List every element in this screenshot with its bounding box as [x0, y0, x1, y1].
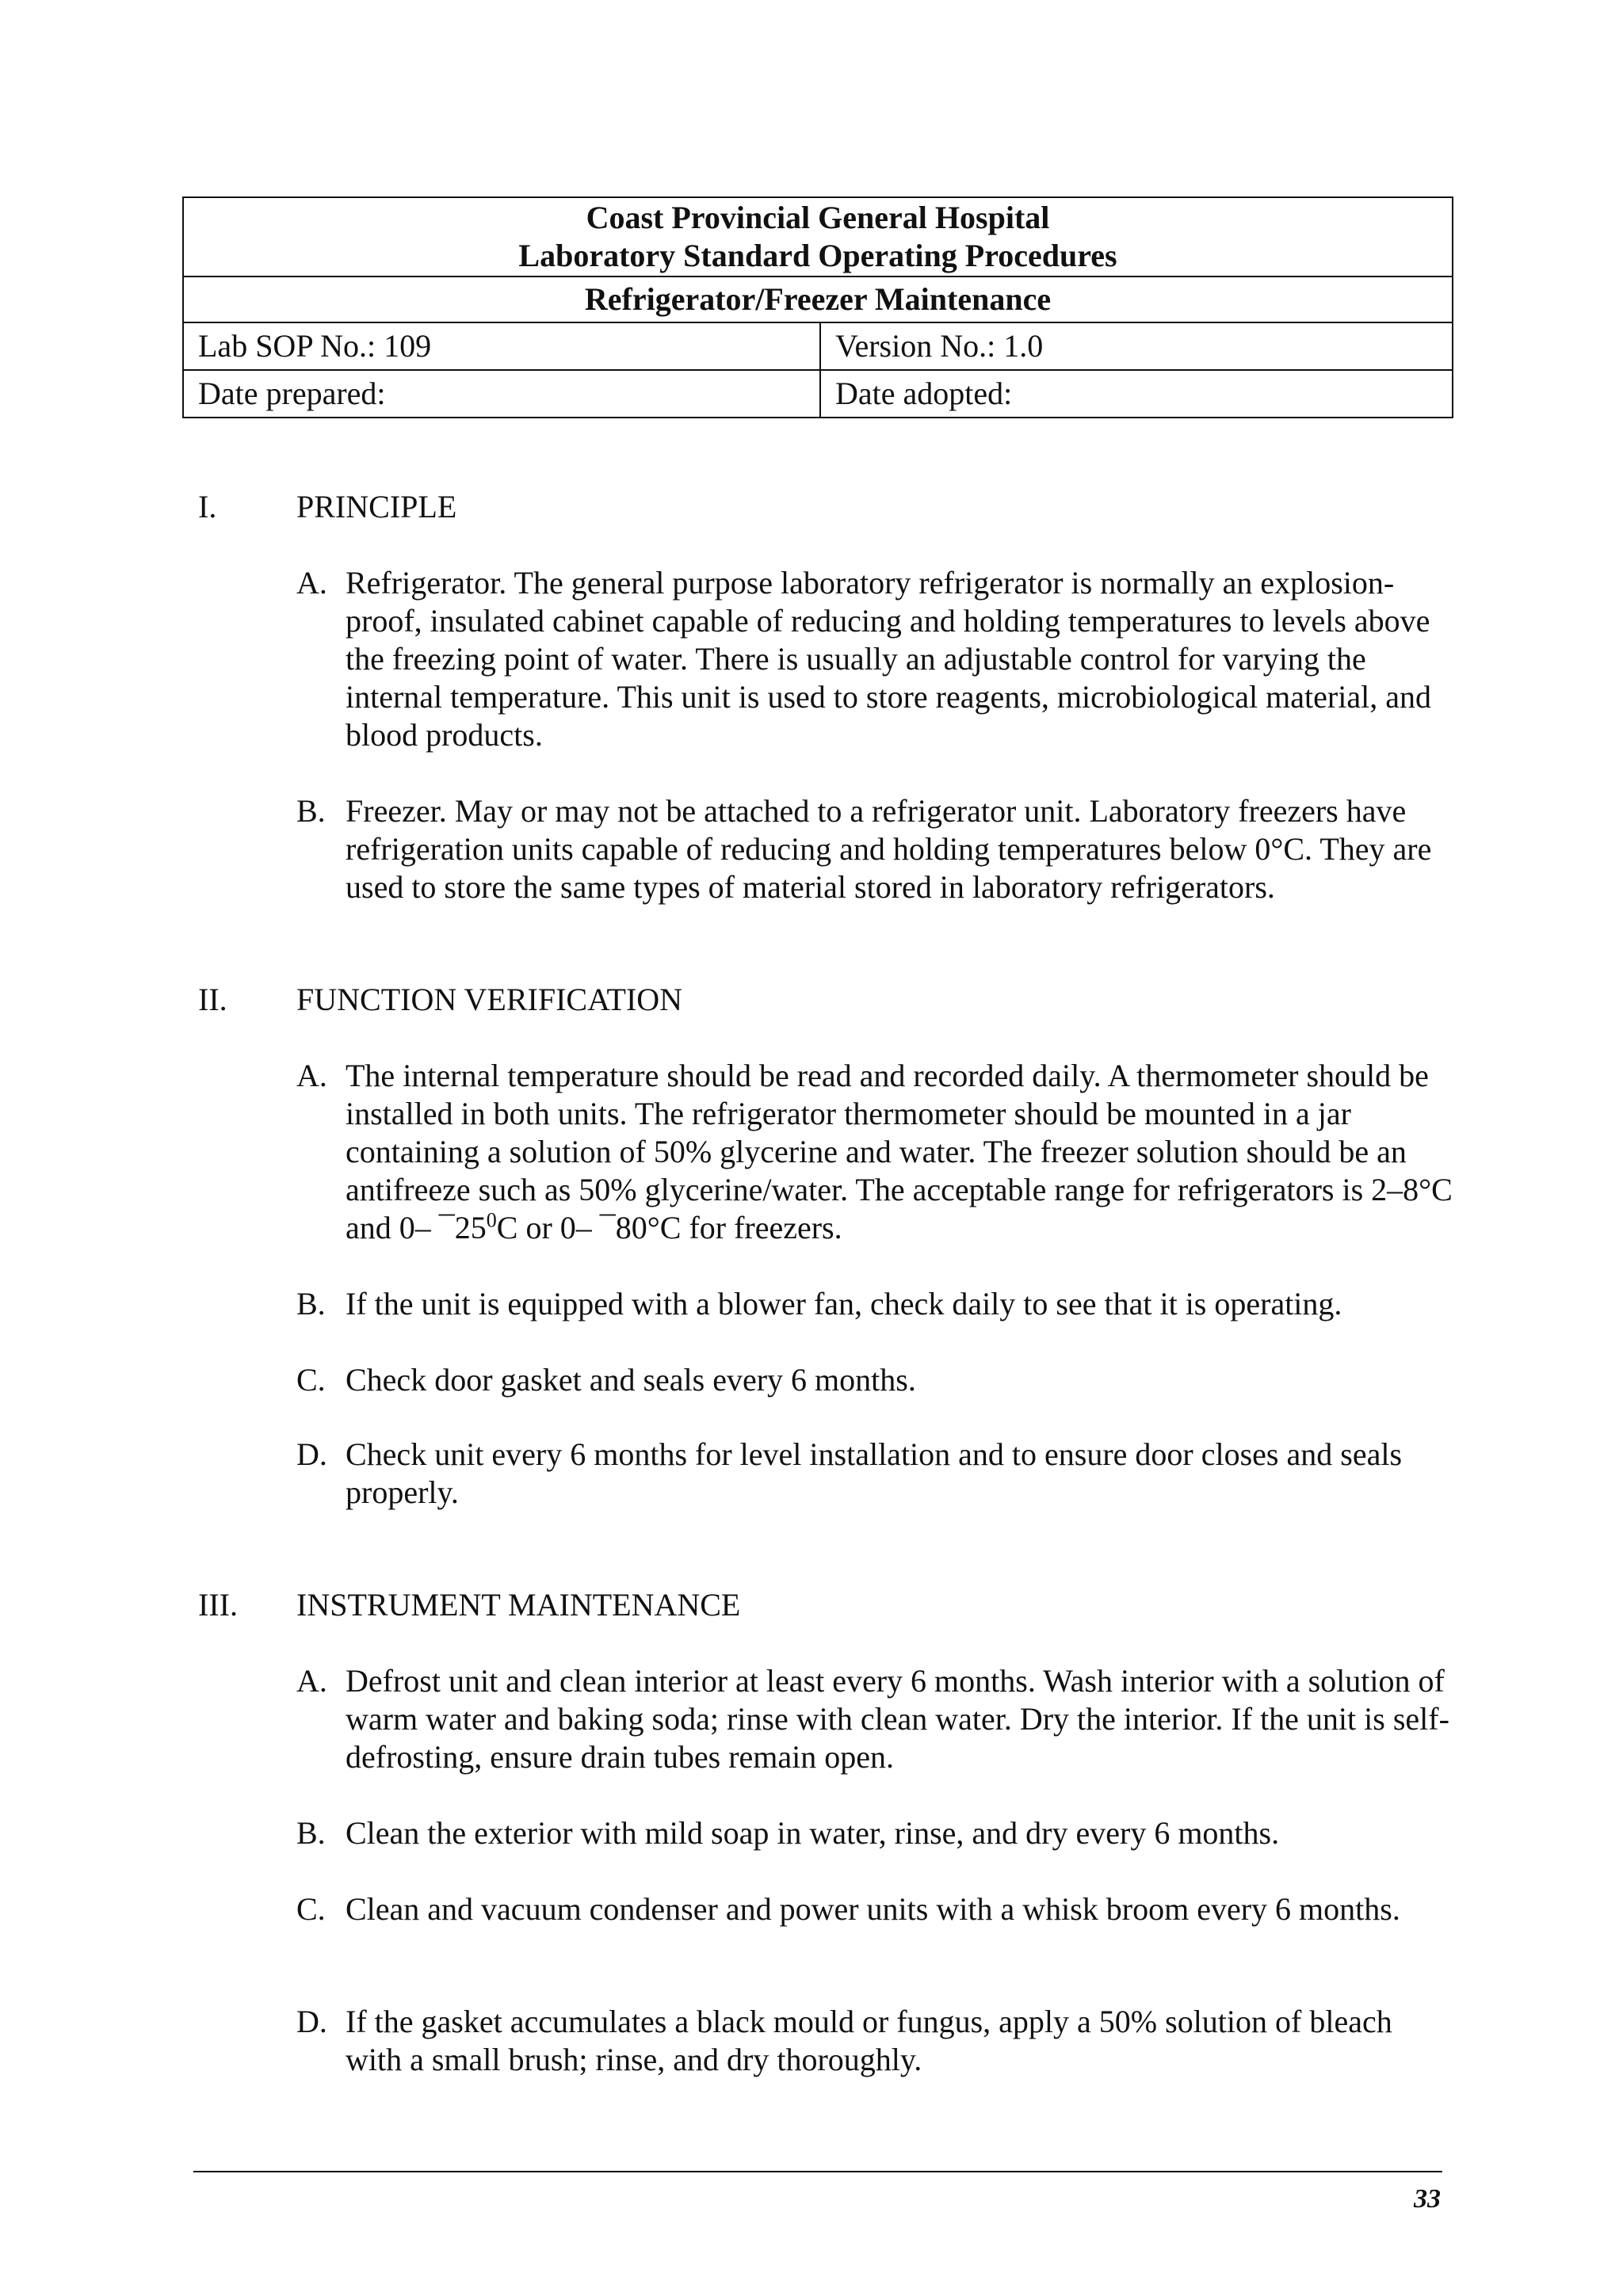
footer-divider [193, 2171, 1442, 2172]
item-text-part: C or 0– ¯80°C for freezers. [496, 1210, 842, 1245]
item-letter: D. [296, 2004, 327, 2039]
item-letter: A. [296, 1058, 327, 1093]
item-text: Check door gasket and seals every 6 months. [346, 1362, 916, 1398]
section-title: INSTRUMENT MAINTENANCE [296, 1587, 741, 1623]
page-number: 33 [1414, 2184, 1441, 2214]
item-text: Clean the exterior with mild soap in water, rinse, and dry every 6 months. [346, 1815, 1280, 1851]
header-title-cell [183, 197, 1453, 277]
sop-number: Lab SOP No.: 109 [183, 322, 820, 370]
item-text: Refrigerator. The general purpose laboratory refrigerator is normally an explosion-proof, insulated cabinet capable of reducing and holding temperatures to levels above the freezing point of water. There is usually an adjustable control for varying the internal temperature. This unit is used to store reagents, microbiological material, and blood products. [346, 565, 1431, 753]
item-text: Defrost unit and clean interior at least every 6 months. Wash interior with a solution of warm water and baking soda; rinse with clean water. Dry the interior. If the unit is self-defrosting, ensure drain tubes remain open. [346, 1663, 1449, 1775]
superscript-degree: 0 [486, 1208, 497, 1232]
item-letter: B. [296, 1815, 326, 1851]
item-letter: D. [296, 1436, 327, 1472]
sop-header-table [182, 196, 1453, 418]
section-number: III. [198, 1587, 238, 1623]
item-text: Check unit every 6 months for level installation and to ensure door closes and seals properly. [346, 1436, 1403, 1510]
item-letter: A. [296, 565, 327, 601]
section-title: FUNCTION VERIFICATION [296, 982, 683, 1017]
item-letter: B. [296, 1286, 326, 1322]
item-letter: C. [296, 1362, 326, 1398]
item-letter: C. [296, 1891, 326, 1927]
item-text-part: The internal temperature should be read and recorded daily. A thermometer should be installed in both units. The refrigerator thermometer should be mounted in a jar containing a solution of 50% glycerine and water. The freezer solution should be an antifreeze such as 50% glycerine/water. The acceptable range for refrigerators is 2–8°C and 0– ¯25 [346, 1058, 1453, 1245]
sop-subtitle: Laboratory Standard Operating Procedures [518, 238, 1117, 273]
item-text: If the unit is equipped with a blower fan, check daily to see that it is operating. [346, 1286, 1342, 1322]
hospital-name: Coast Provincial General Hospital [586, 200, 1050, 235]
procedure-title: Refrigerator/Freezer Maintenance [183, 277, 1453, 322]
item-letter: A. [296, 1663, 327, 1699]
section-number: II. [198, 982, 227, 1017]
section-title: PRINCIPLE [296, 489, 457, 524]
item-text: Clean and vacuum condenser and power units with a whisk broom every 6 months. [346, 1891, 1400, 1927]
version-number: Version No.: 1.0 [820, 322, 1453, 370]
item-text: Freezer. May or may not be attached to a refrigerator unit. Laboratory freezers have refrigeration units capable of reducing and holding temperatures below 0°C. They are used to store the same types of material stored in laboratory refrigerators. [346, 793, 1432, 905]
item-text: If the gasket accumulates a black mould or fungus, apply a 50% solution of bleach with a small brush; rinse, and dry thoroughly. [346, 2004, 1392, 2077]
item-letter: B. [296, 793, 326, 829]
date-adopted: Date adopted: [820, 370, 1453, 418]
date-prepared: Date prepared: [183, 370, 820, 418]
section-number: I. [198, 489, 217, 524]
item-text [346, 1057, 1455, 1247]
